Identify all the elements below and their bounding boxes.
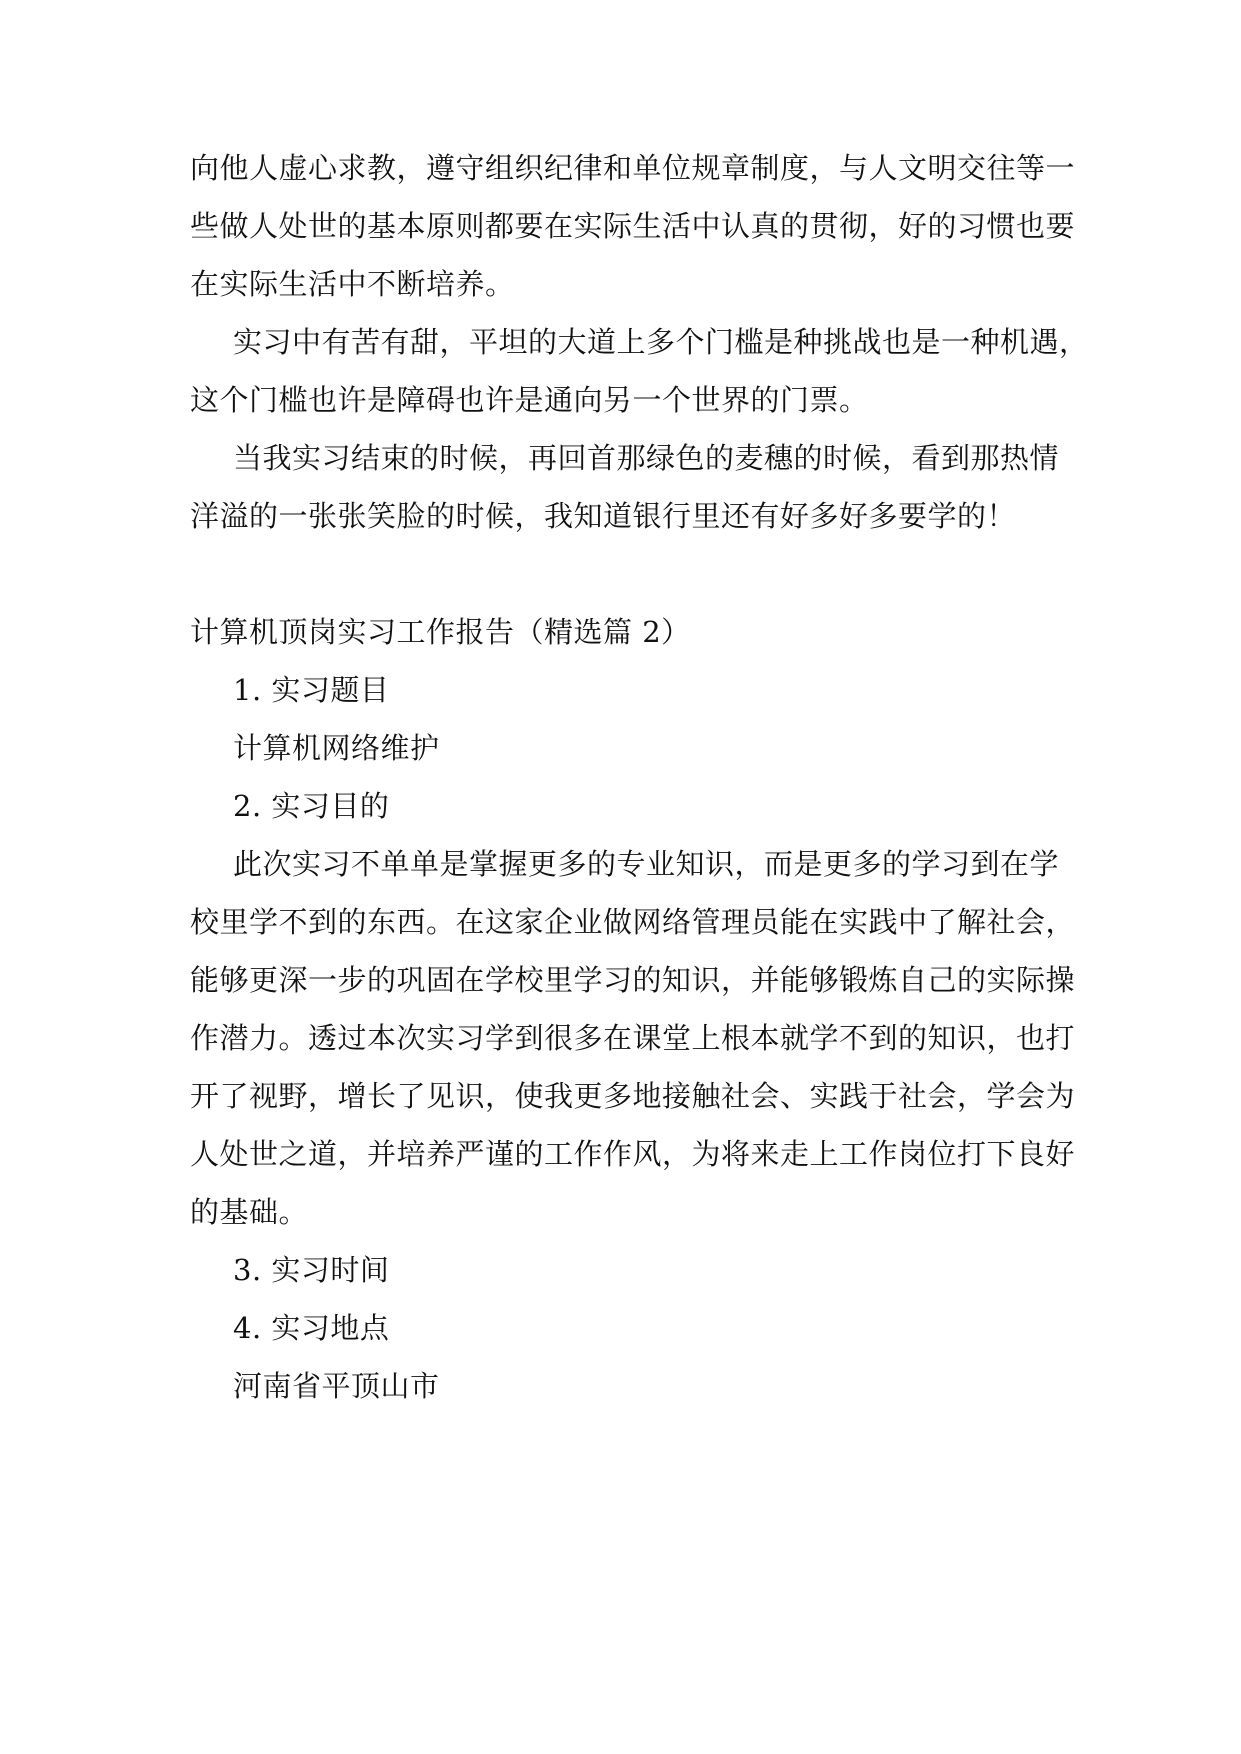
list-heading: 4. 实习地点 [233, 1311, 390, 1345]
paragraph-line: 开了视野，增长了见识，使我更多地接触社会、实践于社会，学会为 [190, 1079, 1076, 1113]
paragraph-line: 能够更深一步的巩固在学校里学习的知识，并能够锻炼自己的实际操 [190, 963, 1076, 997]
paragraph-line: 此次实习不单单是掌握更多的专业知识，而是更多的学习到在学 [233, 847, 1060, 881]
paragraph-line: 校里学不到的东西。在这家企业做网络管理员能在实践中了解社会， [190, 905, 1076, 939]
paragraph-line: 的基础。 [190, 1195, 309, 1229]
paragraph-line: 这个门槛也许是障碍也许是通向另一个世界的门票。 [190, 383, 869, 417]
paragraph-line: 作潜力。透过本次实习学到很多在课堂上根本就学不到的知识，也打 [190, 1021, 1076, 1055]
list-heading: 2. 实习目的 [233, 789, 390, 823]
paragraph-line: 人处世之道，并培养严谨的工作作风，为将来走上工作岗位打下良好 [190, 1137, 1076, 1171]
list-heading: 1. 实习题目 [233, 673, 390, 707]
paragraph-line: 向他人虚心求教，遵守组织纪律和单位规章制度，与人文明交往等一 [190, 151, 1076, 185]
paragraph-line: 河南省平顶山市 [233, 1369, 440, 1403]
paragraph-line: 计算机网络维护 [233, 731, 440, 765]
paragraph-line: 在实际生活中不断培养。 [190, 267, 515, 301]
paragraph-line: 当我实习结束的时候，再回首那绿色的麦穗的时候，看到那热情 [233, 441, 1060, 475]
paragraph-line: 些做人处世的基本原则都要在实际生活中认真的贯彻，好的习惯也要 [190, 209, 1076, 243]
paragraph-line: 洋溢的一张张笑脸的时候，我知道银行里还有好多好多要学的！ [190, 499, 1017, 533]
paragraph-line: 实习中有苦有甜，平坦的大道上多个门槛是种挑战也是一种机遇， [233, 325, 1089, 359]
section-title: 计算机顶岗实习工作报告（精选篇 2） [190, 615, 691, 649]
list-heading: 3. 实习时间 [233, 1253, 390, 1287]
